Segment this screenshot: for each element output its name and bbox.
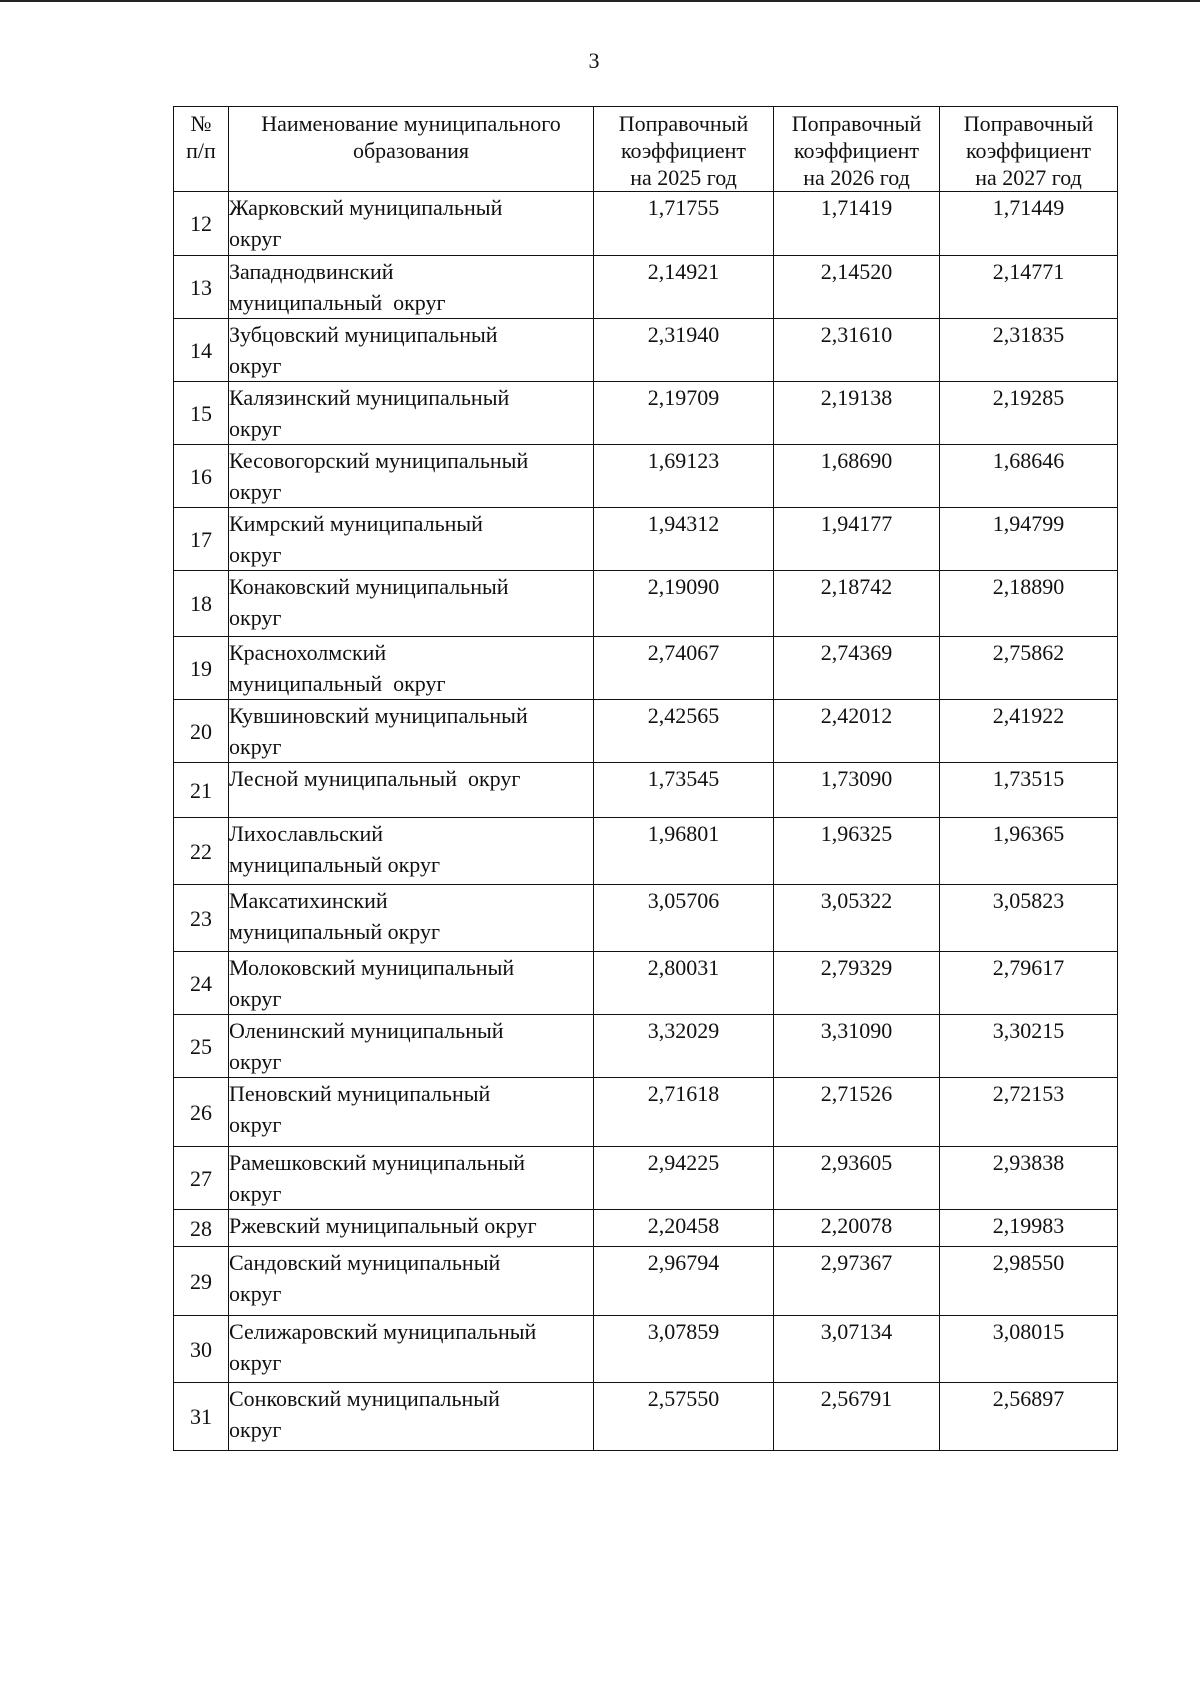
coefficient-2027: 2,72153	[940, 1078, 1118, 1147]
table-row	[174, 508, 1118, 571]
table-row	[174, 571, 1118, 637]
municipality-name-line: Западнодвинский	[229, 259, 394, 284]
coefficient-2027: 1,71449	[940, 192, 1118, 256]
coefficient-2025: 2,80031	[594, 952, 774, 1015]
coefficient-2026: 2,14520	[774, 256, 940, 319]
row-number: 24	[174, 952, 229, 1015]
coefficient-2027: 1,68646	[940, 445, 1118, 508]
municipality-name-line: округ	[229, 1281, 282, 1306]
row-number: 17	[174, 508, 229, 571]
coefficients-table	[173, 106, 1118, 1451]
coefficient-2026: 2,74369	[774, 637, 940, 700]
row-number: 26	[174, 1078, 229, 1147]
municipality-name	[229, 1316, 594, 1383]
coefficient-2025: 1,69123	[594, 445, 774, 508]
municipality-name	[229, 192, 594, 256]
table-row	[174, 1147, 1118, 1210]
row-number: 29	[174, 1247, 229, 1316]
table-row	[174, 1210, 1118, 1247]
table-header	[174, 107, 1118, 192]
municipality-name-line: округ	[229, 416, 282, 441]
municipality-name-line: Пеновский муниципальный	[229, 1081, 491, 1106]
municipality-name	[229, 952, 594, 1015]
coefficient-2027: 1,73515	[940, 763, 1118, 818]
municipality-name	[229, 319, 594, 382]
header-2027: Поправочный коэффициент на 2027 год	[940, 107, 1118, 192]
municipality-name-line: Краснохолмский	[229, 640, 387, 665]
row-number: 28	[174, 1210, 229, 1247]
municipality-name-line: округ	[229, 542, 282, 567]
municipality-name-line: муниципальный округ	[229, 919, 441, 944]
page-number: 3	[588, 48, 600, 73]
municipality-name	[229, 1210, 594, 1247]
municipality-name	[229, 637, 594, 700]
table-row	[174, 637, 1118, 700]
coefficient-2026: 3,31090	[774, 1015, 940, 1078]
municipality-name	[229, 1015, 594, 1078]
row-number: 18	[174, 571, 229, 637]
municipality-name-line: Кимрский муниципальный	[229, 511, 483, 536]
municipality-name-line: округ	[229, 1112, 282, 1137]
table-row	[174, 700, 1118, 763]
coefficient-2025: 3,07859	[594, 1316, 774, 1383]
table-row	[174, 256, 1118, 319]
table-row	[174, 319, 1118, 382]
row-number: 19	[174, 637, 229, 700]
municipality-name	[229, 445, 594, 508]
municipality-name	[229, 700, 594, 763]
municipality-name-line: муниципальный округ	[229, 290, 446, 315]
coefficient-2026: 2,31610	[774, 319, 940, 382]
municipality-name	[229, 818, 594, 885]
municipality-name-line: округ	[229, 226, 282, 251]
municipality-name-line: округ	[229, 986, 282, 1011]
municipality-name	[229, 1247, 594, 1316]
coefficient-2027: 2,19983	[940, 1210, 1118, 1247]
row-number: 13	[174, 256, 229, 319]
coefficient-2025: 1,96801	[594, 818, 774, 885]
municipality-name-line: округ	[229, 1049, 282, 1074]
header-2025: Поправочный коэффициент на 2025 год	[594, 107, 774, 192]
row-number: 20	[174, 700, 229, 763]
coefficient-2025: 2,96794	[594, 1247, 774, 1316]
municipality-name-line: округ	[229, 734, 282, 759]
coefficient-2027: 2,19285	[940, 382, 1118, 445]
municipality-name-line: Максатихинский	[229, 888, 388, 913]
coefficient-2025: 2,94225	[594, 1147, 774, 1210]
coefficient-2026: 1,96325	[774, 818, 940, 885]
coefficient-2025: 2,19709	[594, 382, 774, 445]
municipality-name-line: округ	[229, 1181, 282, 1206]
coefficient-2026: 2,42012	[774, 700, 940, 763]
coefficient-2025: 2,57550	[594, 1383, 774, 1451]
municipality-name-line: округ	[229, 605, 282, 630]
coefficient-2026: 2,71526	[774, 1078, 940, 1147]
coefficient-2026: 2,97367	[774, 1247, 940, 1316]
header-number: № п/п	[174, 107, 229, 192]
page-top-edge	[0, 0, 1200, 2]
coefficient-2027: 2,14771	[940, 256, 1118, 319]
coefficient-2026: 3,05322	[774, 885, 940, 952]
municipality-name	[229, 1078, 594, 1147]
municipality-name-line: Молоковский муниципальный	[229, 955, 515, 980]
municipality-name	[229, 885, 594, 952]
municipality-name-line: Селижаровский муниципальный	[229, 1319, 537, 1344]
municipality-name-line: Зубцовский муниципальный	[229, 322, 498, 347]
row-number: 23	[174, 885, 229, 952]
municipality-name	[229, 508, 594, 571]
coefficient-2027: 3,05823	[940, 885, 1118, 952]
coefficient-2026: 2,19138	[774, 382, 940, 445]
coefficient-2027: 2,93838	[940, 1147, 1118, 1210]
header-row	[174, 107, 1118, 192]
row-number: 12	[174, 192, 229, 256]
coefficient-2025: 2,14921	[594, 256, 774, 319]
municipality-name	[229, 256, 594, 319]
table-row	[174, 763, 1118, 818]
municipality-name	[229, 1147, 594, 1210]
coefficient-2027: 3,08015	[940, 1316, 1118, 1383]
municipality-name	[229, 571, 594, 637]
row-number: 14	[174, 319, 229, 382]
coefficient-2026: 1,73090	[774, 763, 940, 818]
coefficient-2025: 3,32029	[594, 1015, 774, 1078]
municipality-name-line: Сонковский муниципальный	[229, 1386, 500, 1411]
coefficient-2026: 2,93605	[774, 1147, 940, 1210]
table-body	[174, 192, 1118, 1451]
table-row	[174, 445, 1118, 508]
coefficient-2027: 2,79617	[940, 952, 1118, 1015]
coefficient-2027: 2,75862	[940, 637, 1118, 700]
header-2026: Поправочный коэффициент на 2026 год	[774, 107, 940, 192]
table-row	[174, 885, 1118, 952]
municipality-name-line: округ	[229, 353, 282, 378]
coefficient-2025: 2,74067	[594, 637, 774, 700]
coefficient-2025: 2,31940	[594, 319, 774, 382]
coefficient-2026: 2,79329	[774, 952, 940, 1015]
municipality-name-line: Конаковский муниципальный	[229, 574, 509, 599]
coefficient-2027: 2,31835	[940, 319, 1118, 382]
table-row	[174, 1015, 1118, 1078]
municipality-name-line: Жарковский муниципальный	[229, 195, 503, 220]
table-row	[174, 952, 1118, 1015]
row-number: 31	[174, 1383, 229, 1451]
coefficient-2027: 2,18890	[940, 571, 1118, 637]
municipality-name-line: муниципальный округ	[229, 852, 441, 877]
coefficient-2026: 1,68690	[774, 445, 940, 508]
municipality-name-line: муниципальный округ	[229, 671, 446, 696]
table-row	[174, 1316, 1118, 1383]
table-row	[174, 1078, 1118, 1147]
coefficient-2027: 1,94799	[940, 508, 1118, 571]
coefficient-2027: 2,98550	[940, 1247, 1118, 1316]
row-number: 25	[174, 1015, 229, 1078]
municipality-name-line: округ	[229, 479, 282, 504]
municipality-name-line: Калязинский муниципальный	[229, 385, 510, 410]
row-number: 15	[174, 382, 229, 445]
row-number: 22	[174, 818, 229, 885]
coefficient-2027: 3,30215	[940, 1015, 1118, 1078]
coefficient-2025: 2,42565	[594, 700, 774, 763]
row-number: 16	[174, 445, 229, 508]
municipality-name-line: Кесовогорский муниципальный	[229, 448, 529, 473]
coefficient-2027: 2,41922	[940, 700, 1118, 763]
coefficient-2025: 2,20458	[594, 1210, 774, 1247]
coefficient-2026: 2,20078	[774, 1210, 940, 1247]
municipality-name	[229, 1383, 594, 1451]
coefficient-2025: 1,71755	[594, 192, 774, 256]
row-number: 30	[174, 1316, 229, 1383]
row-number: 21	[174, 763, 229, 818]
coefficient-2025: 1,94312	[594, 508, 774, 571]
coefficient-2027: 2,56897	[940, 1383, 1118, 1451]
municipality-name-line: Оленинский муниципальный	[229, 1018, 504, 1043]
municipality-name-line: Ржевский муниципальный округ	[229, 1213, 537, 1238]
coefficient-2026: 3,07134	[774, 1316, 940, 1383]
coefficient-2025: 2,71618	[594, 1078, 774, 1147]
coefficient-2025: 2,19090	[594, 571, 774, 637]
municipality-name-line: Рамешковский муниципальный	[229, 1150, 526, 1175]
municipality-name	[229, 763, 594, 818]
table-row	[174, 1247, 1118, 1316]
municipality-name	[229, 382, 594, 445]
coefficient-2026: 2,18742	[774, 571, 940, 637]
coefficient-2026: 2,56791	[774, 1383, 940, 1451]
header-name: Наименование муниципального образования	[229, 107, 594, 192]
coefficient-2025: 1,73545	[594, 763, 774, 818]
table-row	[174, 1383, 1118, 1451]
municipality-name-line: Лихославльский	[229, 821, 384, 846]
table-row	[174, 818, 1118, 885]
municipality-name-line: Лесной муниципальный округ	[229, 766, 521, 791]
row-number: 27	[174, 1147, 229, 1210]
coefficient-2026: 1,94177	[774, 508, 940, 571]
coefficient-2025: 3,05706	[594, 885, 774, 952]
table-row	[174, 192, 1118, 256]
municipality-name-line: округ	[229, 1350, 282, 1375]
municipality-name-line: Сандовский муниципальный	[229, 1250, 501, 1275]
municipality-name-line: округ	[229, 1417, 282, 1442]
municipality-name-line: Кувшиновский муниципальный	[229, 703, 528, 728]
table-row	[174, 382, 1118, 445]
coefficient-2027: 1,96365	[940, 818, 1118, 885]
coefficient-2026: 1,71419	[774, 192, 940, 256]
